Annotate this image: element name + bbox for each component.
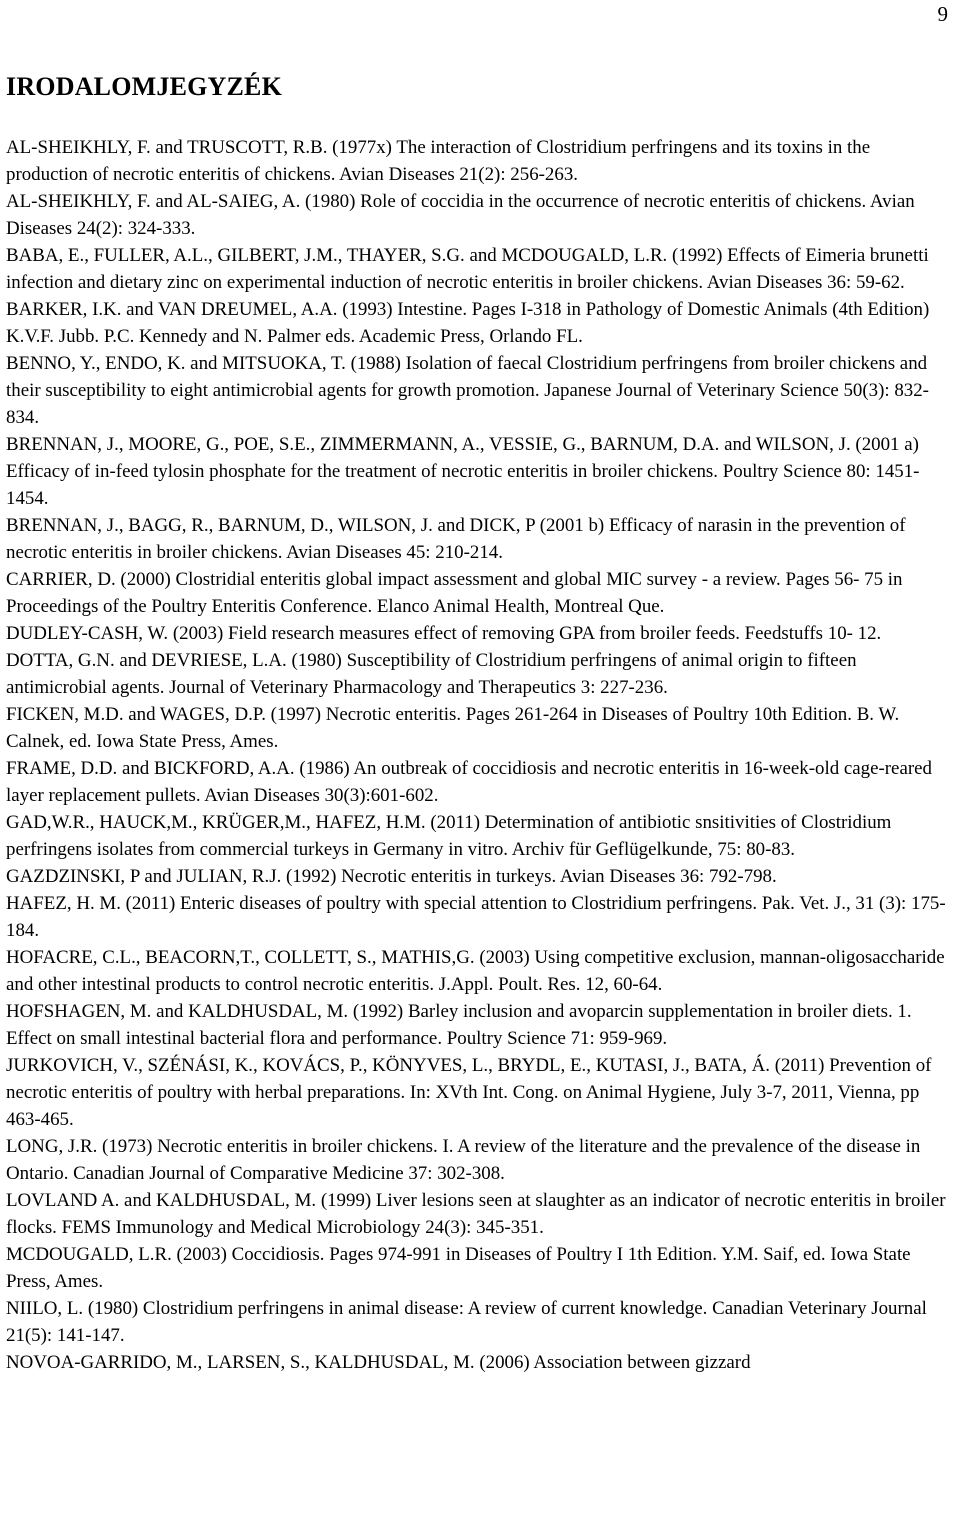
reference-entry: LOVLAND A. and KALDHUSDAL, M. (1999) Liver lesions seen at slaughter as an indicator of necrotic enteritis in broiler flocks. FEMS Immunology and Medical Microbiology 24(3): 345-351. [6,1190,946,1238]
reference-entry: HAFEZ, H. M. (2011) Enteric diseases of poultry with special attention to Clostridium perfringens. Pak. Vet. J., 31 (3): 175-184. [6,893,946,941]
reference-entry: BRENNAN, J., BAGG, R., BARNUM, D., WILSON, J. and DICK, P (2001 b) Efficacy of narasin in the prevention of necrotic enteritis in broiler chickens. Avian Diseases 45: 210-214. [6,515,906,563]
reference-list [6,134,956,1376]
reference-entry: DOTTA, G.N. and DEVRIESE, L.A. (1980) Susceptibility of Clostridium perfringens of animal origin to fifteen antimicrobial agents. Journal of Veterinary Pharmacology and Therapeutics 3: 227-236. [6,650,857,698]
reference-entry: FICKEN, M.D. and WAGES, D.P. (1997) Necrotic enteritis. Pages 261-264 in Diseases of Poultry 10th Edition. B. W. Calnek, ed. Iowa State Press, Ames. [6,704,900,752]
reference-entry: JURKOVICH, V., SZÉNÁSI, K., KOVÁCS, P., KÖNYVES, L., BRYDL, E., KUTASI, J., BATA, Á. (2011) Prevention of necrotic enteritis of poultry with herbal preparations. In: XVth Int. Cong. on Animal Hygiene, July 3-7, 2011, Vienna, pp 463-465. [6,1055,932,1130]
reference-entry: NIILO, L. (1980) Clostridium perfringens in animal disease: A review of current knowledge. Canadian Veterinary Journal 21(5): 141-147. [6,1298,927,1346]
reference-entry: AL-SHEIKHLY, F. and AL-SAIEG, A. (1980) Role of coccidia in the occurrence of necrotic enteritis of chickens. Avian Diseases 24(2): 324-333. [6,191,915,239]
reference-entry: BARKER, I.K. and VAN DREUMEL, A.A. (1993) Intestine. Pages I-318 in Pathology of Domestic Animals (4th Edition) K.V.F. Jubb. P.C. Kennedy and N. Palmer eds. Academic Press, Orlando FL. [6,299,930,347]
reference-entry: GAD,W.R., HAUCK,M., KRÜGER,M., HAFEZ, H.M. (2011) Determination of antibiotic snsitivities of Clostridium perfringens isolates from commercial turkeys in Germany in vitro. Archiv für Geflügelkunde, 75: 80-83. [6,812,892,860]
reference-entry: GAZDZINSKI, P and JULIAN, R.J. (1992) Necrotic enteritis in turkeys. Avian Diseases 36: 792-798. [6,866,777,887]
reference-entry: NOVOA-GARRIDO, M., LARSEN, S., KALDHUSDAL, M. (2006) Association between gizzard [6,1352,751,1373]
reference-entry: AL-SHEIKHLY, F. and TRUSCOTT, R.B. (1977x) The interaction of Clostridium perfringens and its toxins in the production of necrotic enteritis of chickens. Avian Diseases 21(2): 256-263. [6,137,871,185]
reference-entry: BABA, E., FULLER, A.L., GILBERT, J.M., THAYER, S.G. and MCDOUGALD, L.R. (1992) Effects of Eimeria brunetti infection and dietary zinc on experimental induction of necrotic enteritis in broiler chickens. Avian Diseases 36: 59-62. [6,245,929,293]
reference-entry: BENNO, Y., ENDO, K. and MITSUOKA, T. (1988) Isolation of faecal Clostridium perfringens from broiler chickens and their susceptibility to eight antimicrobial agents for growth promotion. Japanese Journal of Veterinary Science 50(3): 832-834. [6,353,929,428]
reference-entry: DUDLEY-CASH, W. (2003) Field research measures effect of removing GPA from broiler feeds. Feedstuffs 10- 12. [6,623,882,644]
reference-entry: MCDOUGALD, L.R. (2003) Coccidiosis. Pages 974-991 in Diseases of Poultry I 1th Edition. Y.M. Saif, ed. Iowa State Press, Ames. [6,1244,911,1292]
reference-entry: HOFSHAGEN, M. and KALDHUSDAL, M. (1992) Barley inclusion and avoparcin supplementation in broiler diets. 1. Effect on small intestinal bacterial flora and performance. Poultry Science 71: 959-969. [6,1001,912,1049]
reference-entry: BRENNAN, J., MOORE, G., POE, S.E., ZIMMERMANN, A., VESSIE, G., BARNUM, D.A. and WILSON, J. (2001 a) Efficacy of in-feed tylosin phosphate for the treatment of necrotic enteritis in broiler chickens. Poultry Science 80: 1451-1454. [6,434,920,509]
page-number: 9 [937,2,948,26]
page-heading: IRODALOMJEGYZÉK [6,72,283,101]
reference-entry: FRAME, D.D. and BICKFORD, A.A. (1986) An outbreak of coccidiosis and necrotic enteritis in 16-week-old cage-reared layer replacement pullets. Avian Diseases 30(3):601-602. [6,758,932,806]
reference-entry: CARRIER, D. (2000) Clostridial enteritis global impact assessment and global MIC survey - a review. Pages 56- 75 in Proceedings of the Poultry Enteritis Conference. Elanco Animal Health, Montreal Que. [6,569,903,617]
reference-entry: LONG, J.R. (1973) Necrotic enteritis in broiler chickens. I. A review of the literature and the prevalence of the disease in Ontario. Canadian Journal of Comparative Medicine 37: 302-308. [6,1136,921,1184]
reference-entry: HOFACRE, C.L., BEACORN,T., COLLETT, S., MATHIS,G. (2003) Using competitive exclusion, mannan-oligosaccharide and other intestinal products to control necrotic enteritis. J.Appl. Poult. Res. 12, 60-64. [6,947,945,995]
